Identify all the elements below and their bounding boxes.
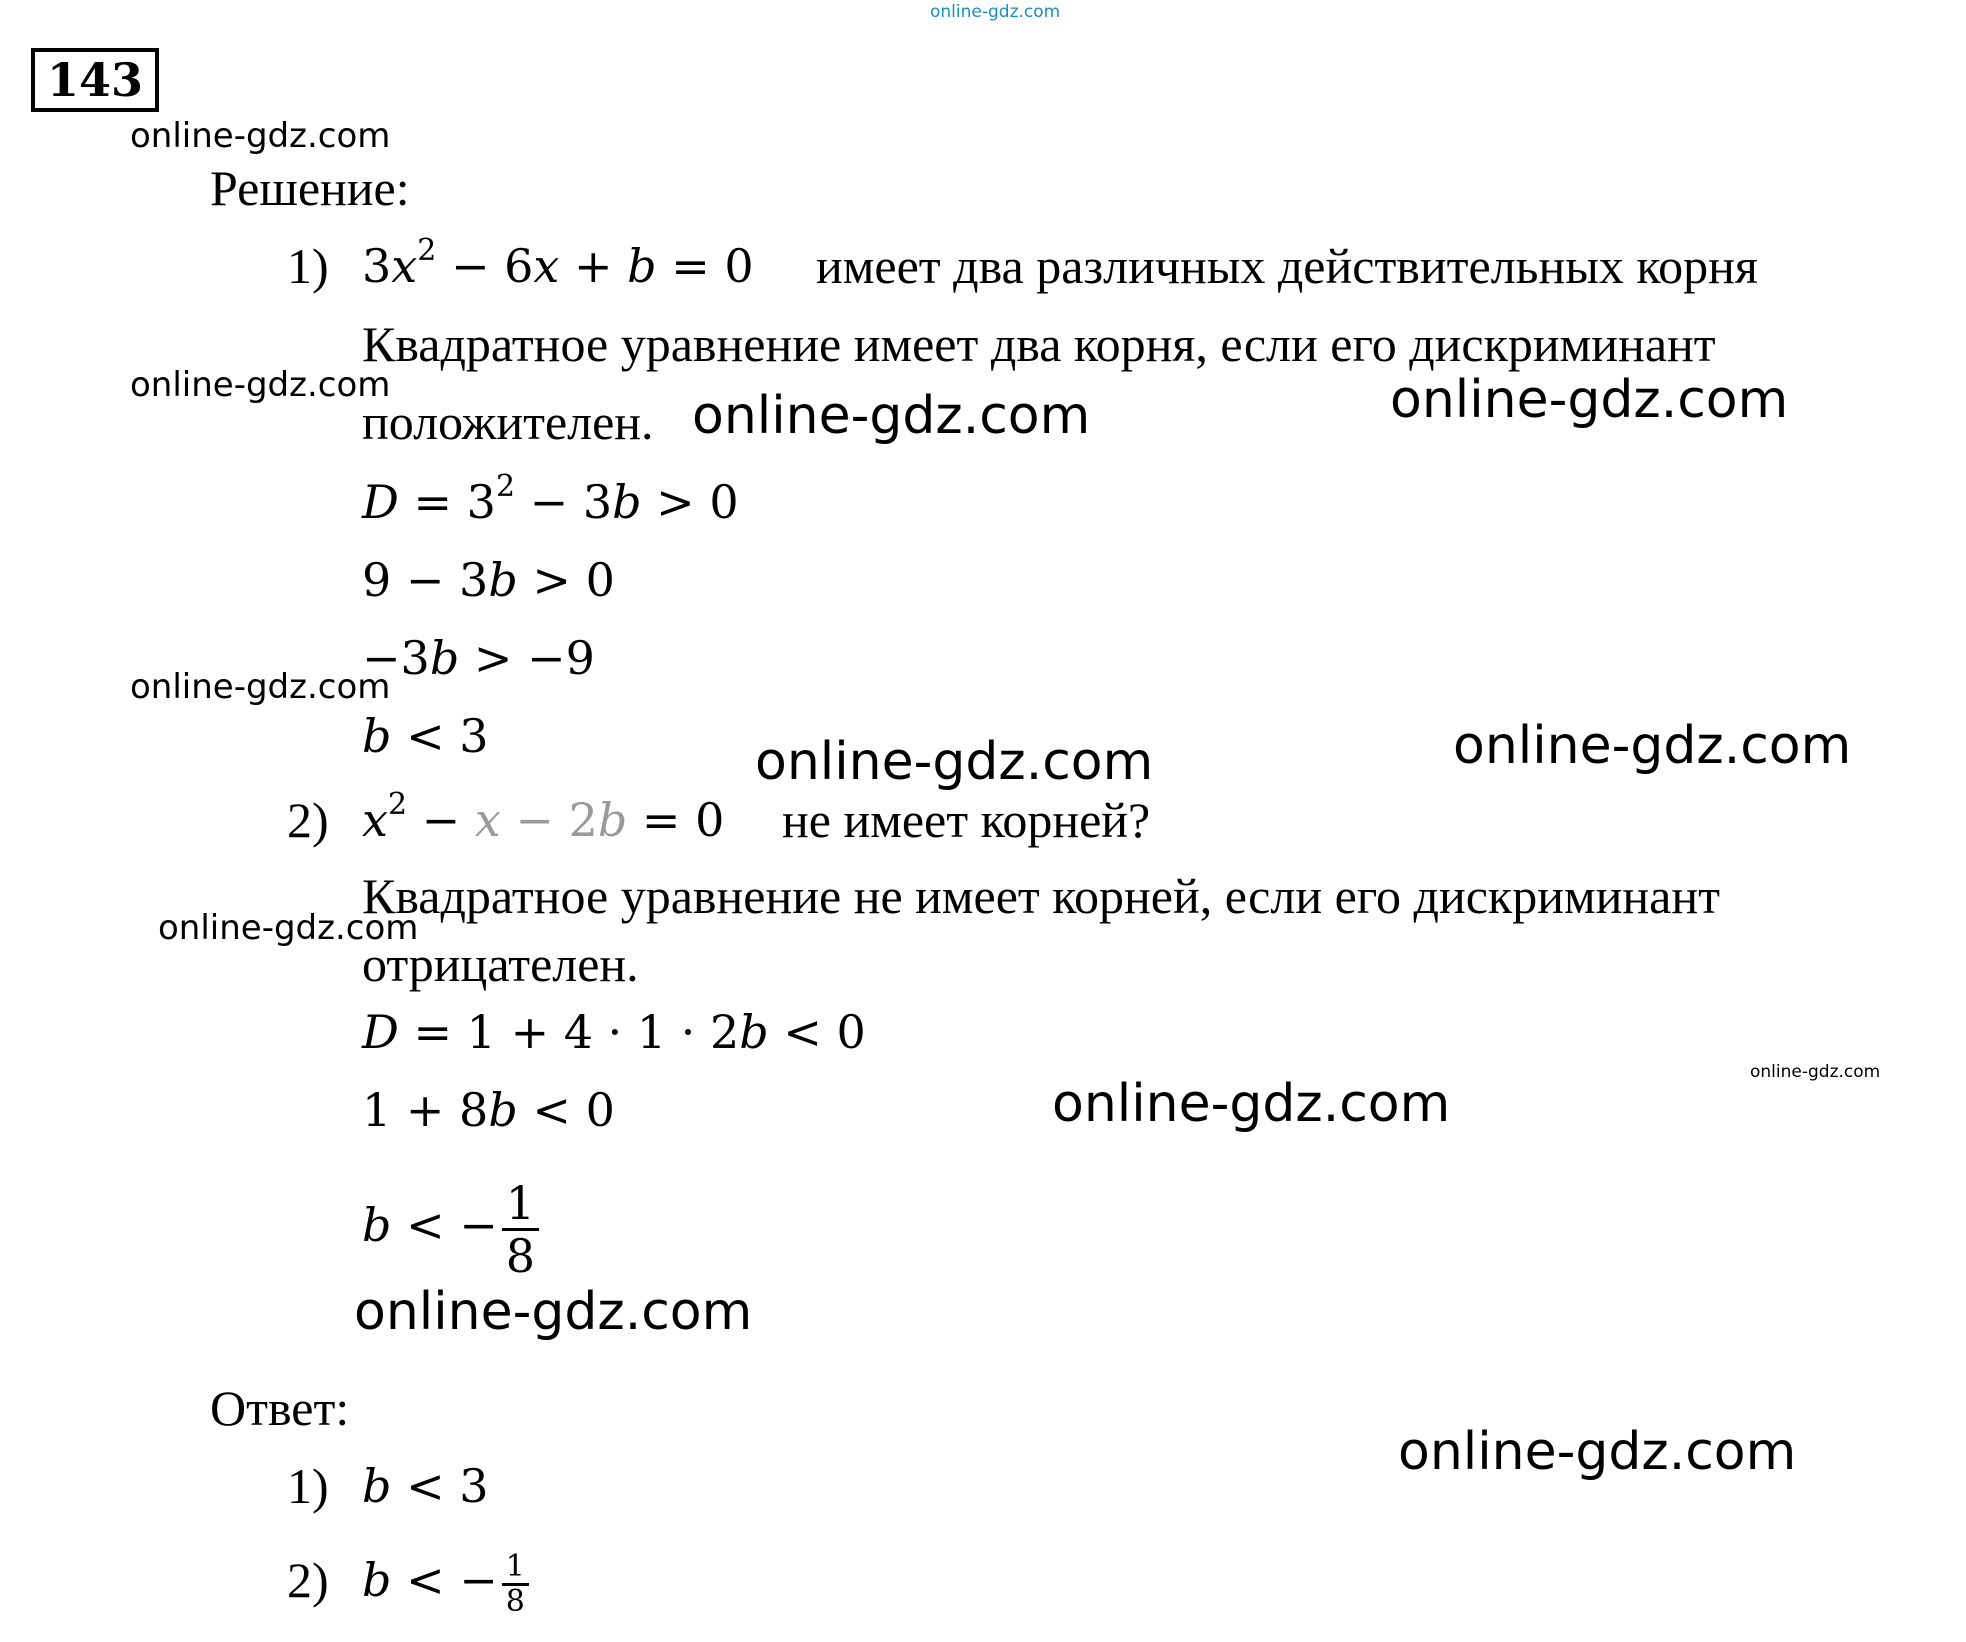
- part2-explanation-line2: отрицателен.: [362, 936, 639, 992]
- watermark: online-gdz.com: [1453, 716, 1852, 776]
- solution-heading: Решение:: [210, 160, 410, 216]
- watermark: online-gdz.com: [692, 386, 1091, 446]
- part2-explanation-line1: Квадратное уравнение не имеет корней, если его дискриминант: [362, 868, 1720, 924]
- part1-step3: −3b > −9: [362, 631, 595, 685]
- part2-step2: 1 + 8b < 0: [362, 1083, 615, 1137]
- problem-number: 143: [31, 48, 159, 112]
- watermark: online-gdz.com: [130, 667, 391, 707]
- answer2-value: b < − $\frac{1}{8}$: [362, 1540, 529, 1620]
- watermark: online-gdz.com: [158, 908, 419, 948]
- part2-step3: b < − $\frac{1}{8}$: [362, 1150, 539, 1300]
- part1-step2: 9 − 3b > 0: [362, 553, 615, 607]
- answer1-label: 1): [287, 1458, 329, 1514]
- watermark: online-gdz.com: [130, 365, 391, 405]
- part2-label: 2): [287, 792, 329, 848]
- fraction-one-eighth: $\frac{1}{8}$: [502, 1178, 539, 1281]
- watermark: online-gdz.com: [1398, 1422, 1797, 1482]
- part1-equation: $3x^2 - 6x + b = 0$: [362, 233, 754, 293]
- part2-equation: $x^2 - x - 2b = 0$: [362, 787, 725, 847]
- part2-statement: не имеет корней?: [782, 792, 1151, 848]
- part1-explanation-line2: положителен.: [362, 394, 654, 450]
- watermark: online-gdz.com: [755, 732, 1154, 792]
- part2-step1: D = 1 + 4 · 1 · 2b < 0: [362, 1005, 866, 1059]
- part1-statement: имеет два различных действительных корня: [816, 238, 1758, 294]
- answer1-value: b < 3: [362, 1459, 489, 1513]
- watermark: online-gdz.com: [1390, 370, 1789, 430]
- watermark: online-gdz.com: [354, 1282, 753, 1342]
- watermark: online-gdz.com: [1052, 1074, 1451, 1134]
- fraction-one-eighth-small: $\frac{1}{8}$: [502, 1551, 529, 1618]
- watermark-small: online-gdz.com: [1750, 1062, 1881, 1082]
- part1-step4: b < 3: [362, 709, 489, 763]
- part1-label: 1): [287, 238, 329, 294]
- part1-step1: $D = 3^2 - 3b > 0$: [362, 469, 739, 529]
- answer2-label: 2): [287, 1552, 329, 1608]
- watermark: online-gdz.com: [130, 116, 391, 156]
- part1-explanation-line1: Квадратное уравнение имеет два корня, если его дискриминант: [362, 316, 1716, 372]
- answer-heading: Ответ:: [210, 1380, 350, 1436]
- watermark-top: online-gdz.com: [930, 2, 1061, 22]
